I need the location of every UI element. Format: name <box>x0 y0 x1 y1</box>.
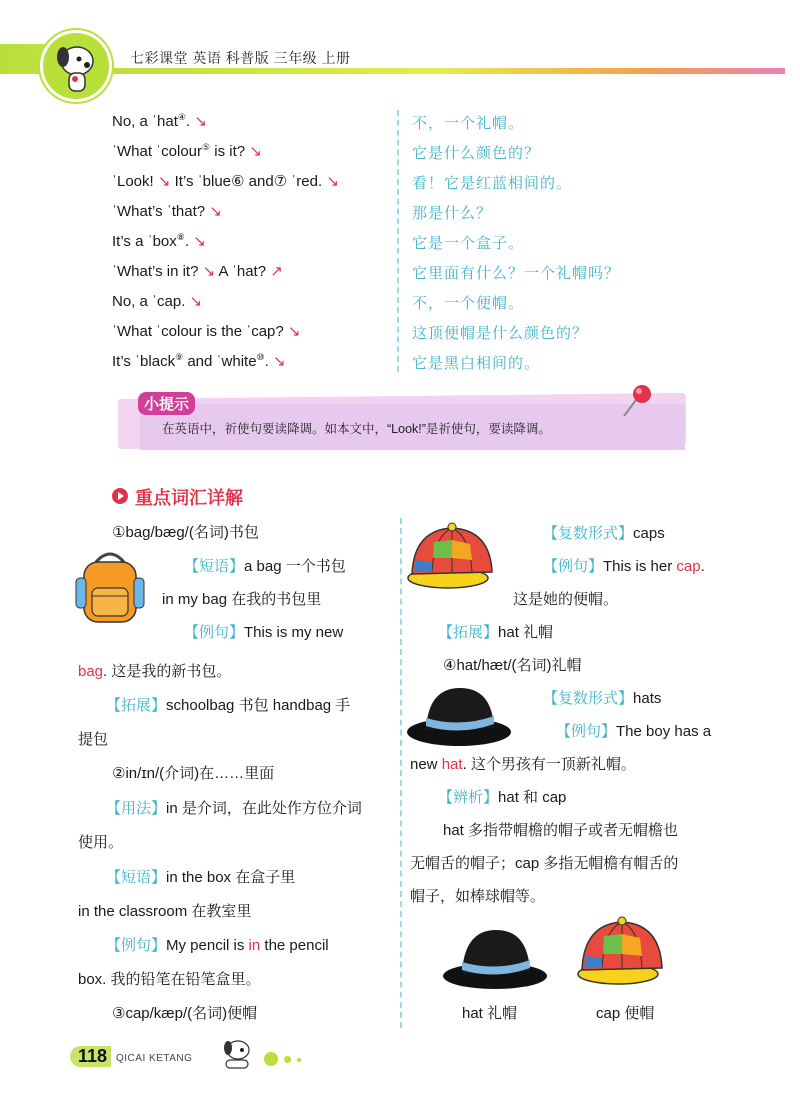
cap-plural-line <box>543 522 665 543</box>
hat-example-line <box>556 720 711 741</box>
in-phrase-line <box>106 866 295 887</box>
mascot-badge <box>40 30 112 102</box>
dialogue-en-text: ˈWhat ˈcolour is the ˈcap? <box>112 323 284 340</box>
cap-headword: ③cap/kæp/(名词)便帽 <box>112 1005 258 1022</box>
hat-desc-1: hat 多指带帽檐的帽子或者无帽檐也 <box>443 822 679 839</box>
dialogue-en-7 <box>112 292 202 310</box>
falling-tone-icon: ↘ <box>287 323 301 340</box>
dialogue-en-5 <box>112 232 206 250</box>
in-usage-2: 使用。 <box>78 834 124 851</box>
bag-highlight-word: bag <box>78 663 104 680</box>
hat-compare-line <box>438 786 566 807</box>
bag-phrase-1: a bag 一个书包 <box>244 558 346 575</box>
dialogue-en-8 <box>112 322 300 340</box>
dialogue-en-1 <box>112 112 207 130</box>
dialogue-en-text: ˈLook! <box>112 173 158 190</box>
header-title: 七彩课堂 英语 科普版 三年级 上册 <box>130 50 351 66</box>
dialogue-divider <box>397 110 399 372</box>
tip-text: 在英语中，祈使句要读降调。如本文中，“Look!”是祈使句，要读降调。 <box>162 422 551 436</box>
backpack-icon <box>74 548 146 628</box>
falling-tone-icon: ↘ <box>157 173 171 190</box>
dialogue-en-2 <box>112 142 262 160</box>
in-example-b: the pencil <box>264 937 329 954</box>
dialogue-en-text: No, a ˈhat④. <box>112 112 191 130</box>
header-underline <box>95 68 785 74</box>
bag-example-1: This is my new <box>244 624 344 641</box>
dialogue-en-4 <box>112 202 222 220</box>
footer-dog-icon <box>212 1036 256 1072</box>
cap-example-a: This is her <box>603 558 673 575</box>
cap-example-2: 这是她的便帽。 <box>513 591 619 608</box>
in-highlight-word: in <box>248 937 261 954</box>
bag-example-line-2 <box>78 660 231 681</box>
cap-caption: cap 便帽 <box>596 1005 655 1022</box>
bag-phrase-line <box>184 555 346 576</box>
hat-caption: hat 礼帽 <box>462 1005 518 1022</box>
page-number: 118 <box>70 1046 111 1067</box>
tag-extension: 【拓展】 <box>106 697 167 714</box>
tag-phrase: 【短语】 <box>184 558 245 575</box>
column-divider <box>400 518 402 1028</box>
in-usage: in 是介词，在此处作方位介词 <box>166 800 362 817</box>
in-example-2: box. 我的铅笔在铅笔盒里。 <box>78 971 261 988</box>
falling-tone-icon: ↘ <box>272 353 286 370</box>
tag-example: 【例句】 <box>543 558 604 575</box>
dialogue-en-9 <box>112 352 286 370</box>
falling-tone-icon: ↘ <box>209 203 222 220</box>
falling-tone-icon: ↘ <box>326 173 339 190</box>
tag-example: 【例句】 <box>556 723 617 740</box>
falling-tone-icon: ↘ <box>249 143 262 160</box>
pushpin-icon <box>618 382 658 422</box>
dialogue-en-text: It’s ˈblack⑨ and ˈwhite⑩. <box>112 352 269 370</box>
rising-tone-icon: ↗ <box>270 263 283 280</box>
hat-illustration-icon <box>404 682 514 750</box>
cap-extension: hat 礼帽 <box>498 624 554 641</box>
dialogue-en-text-b: It’s ˈblue⑥ and⑦ ˈred. <box>174 173 323 190</box>
cap-compare-icon <box>574 912 670 988</box>
footer-dot-medium <box>284 1056 291 1063</box>
bag-headword: ①bag/bæg/(名词)书包 <box>112 524 259 541</box>
dialogue-en-text-b: A ˈhat? <box>218 263 267 280</box>
in-phrase-1: in the box 在盒子里 <box>166 869 296 886</box>
dialogue-zh-8: 这顶便帽是什么颜色的？ <box>412 325 589 342</box>
dialogue-zh-5: 它是一个盒子。 <box>412 235 525 252</box>
tag-usage: 【用法】 <box>106 800 167 817</box>
in-headword: ②in/ɪn/(介词)在……里面 <box>112 765 275 782</box>
falling-tone-icon: ↘ <box>193 233 206 250</box>
in-example-line <box>106 934 329 955</box>
cap-example-line <box>543 555 705 576</box>
footer-dot-large <box>264 1052 278 1066</box>
bag-example-line <box>184 621 343 642</box>
dialogue-en-6 <box>112 262 283 280</box>
hat-compare-icon <box>440 922 550 992</box>
dialogue-en-text: No, a ˈcap. <box>112 293 186 310</box>
tip-label: 小提示 <box>138 392 195 415</box>
hat-plural-line <box>543 687 661 708</box>
tag-example: 【例句】 <box>106 937 167 954</box>
bag-example-2: . 这是我的新书包。 <box>103 663 232 680</box>
dialogue-zh-6: 它里面有什么？一个礼帽吗？ <box>412 265 621 282</box>
dialogue-zh-4: 那是什么？ <box>412 205 493 222</box>
dialogue-zh-3: 看！它是红蓝相间的。 <box>412 175 573 192</box>
dog-mascot-icon <box>43 33 109 99</box>
dialogue-en-text: ˈWhat ˈcolour⑤ is it? <box>112 142 246 160</box>
dialogue-zh-7: 不，一个便帽。 <box>412 295 525 312</box>
bag-extension-line <box>106 694 350 715</box>
dialogue-en-3 <box>112 172 339 190</box>
hat-plural: hats <box>633 690 662 707</box>
hat-desc-2: 无帽舌的帽子；cap 多指无帽檐有帽舌的 <box>410 855 679 872</box>
bag-phrase-2: in my bag 在我的书包里 <box>162 591 322 608</box>
hat-example-b2: . 这个男孩有一顶新礼帽。 <box>462 756 636 773</box>
tag-extension: 【拓展】 <box>438 624 499 641</box>
play-bullet-icon <box>112 488 128 504</box>
cap-extension-line <box>438 621 553 642</box>
cap-illustration-icon <box>404 520 500 592</box>
cap-plural: caps <box>633 525 665 542</box>
hat-compare: hat 和 cap <box>498 789 567 806</box>
hat-highlight-word: hat <box>441 756 463 773</box>
tag-compare: 【辨析】 <box>438 789 499 806</box>
hat-headword: ④hat/hæt/(名词)礼帽 <box>443 657 582 674</box>
dialogue-en-text: ˈWhat’s in it? <box>112 263 199 280</box>
dialogue-zh-9: 它是黑白相间的。 <box>412 355 541 372</box>
hat-example-line-2 <box>410 753 636 774</box>
tag-example: 【例句】 <box>184 624 245 641</box>
in-phrase-2: in the classroom 在教室里 <box>78 903 252 920</box>
dialogue-zh-2: 它是什么颜色的？ <box>412 145 541 162</box>
footer-dot-small <box>297 1058 301 1062</box>
hat-desc-3: 帽子，如棒球帽等。 <box>410 888 546 905</box>
tag-phrase: 【短语】 <box>106 869 167 886</box>
hat-example-a: The boy has a <box>616 723 712 740</box>
falling-tone-icon: ↘ <box>189 293 203 310</box>
dialogue-zh-1: 不，一个礼帽。 <box>412 115 525 132</box>
dialogue-en-text: ˈWhat’s ˈthat? <box>112 203 206 220</box>
falling-tone-icon: ↘ <box>202 263 216 280</box>
falling-tone-icon: ↘ <box>194 113 207 130</box>
section-title: 重点词汇详解 <box>135 488 243 508</box>
bag-extension-2: 提包 <box>78 731 109 748</box>
in-example-a: My pencil is <box>166 937 245 954</box>
in-usage-line <box>106 797 362 818</box>
dialogue-en-text: It’s a ˈbox⑧. <box>112 232 190 250</box>
cap-highlight-word: cap <box>676 558 701 575</box>
hat-example-b1: new <box>410 756 438 773</box>
tag-plural: 【复数形式】 <box>543 690 634 707</box>
tag-plural: 【复数形式】 <box>543 525 634 542</box>
bag-extension: schoolbag 书包 handbag 手 <box>166 697 351 714</box>
footer-brand: QICAI KETANG <box>116 1053 193 1064</box>
cap-example-dot: . <box>700 558 705 575</box>
